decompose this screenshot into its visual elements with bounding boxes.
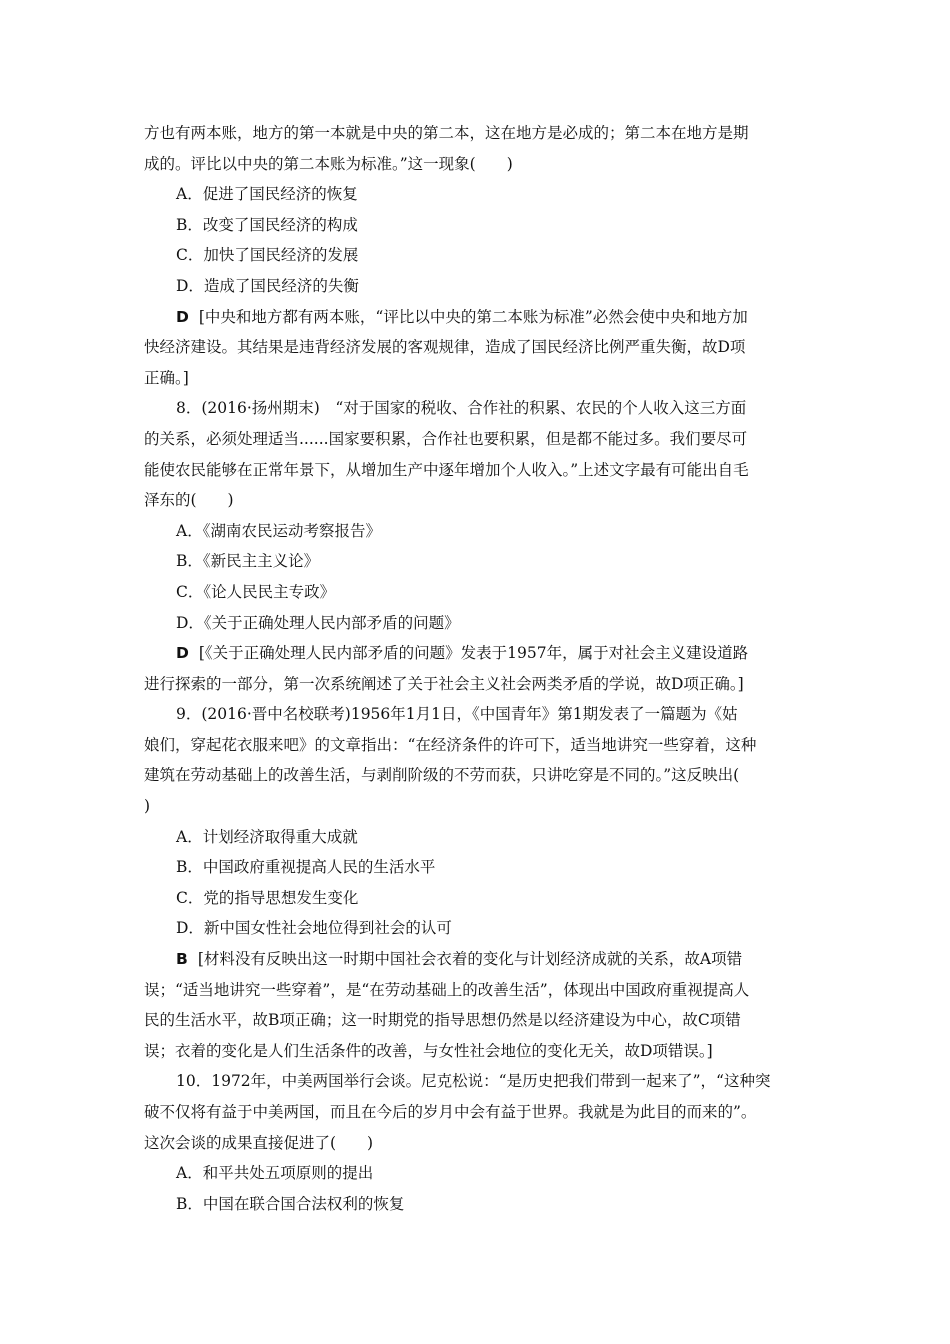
question-8-stem-line: 泽东的( ) bbox=[144, 491, 234, 510]
question-8-stem-line: 8．(2016·扬州期末) “对于国家的税收、合作社的积累、农民的个人收入这三方面 bbox=[176, 399, 747, 418]
question-9-stem-line: 建筑在劳动基础上的改善生活，与剥削阶级的不劳而获，只讲吃穿是不同的。”这反映出( bbox=[144, 766, 740, 785]
question-9-option-b: B．中国政府重视提高人民的生活水平 bbox=[176, 858, 436, 877]
question-7-stem-line: 方也有两本账，地方的第一本就是中央的第二本，这在地方是必成的；第二本在地方是期 bbox=[144, 124, 749, 142]
question-9-answer-line: 误；衣着的变化是人们生活条件的改善，与女性社会地位的变化无关，故D项错误。] bbox=[144, 1041, 713, 1060]
question-10-option-b: B．中国在联合国合法权利的恢复 bbox=[176, 1194, 405, 1213]
question-7-option-b: B．改变了国民经济的构成 bbox=[176, 215, 358, 234]
answer-letter: D bbox=[176, 644, 189, 663]
question-7-option-c: C．加快了国民经济的发展 bbox=[176, 246, 359, 265]
question-8-answer-line: 进行探索的一部分，第一次系统阐述了关于社会主义社会两类矛盾的学说，故D项正确。] bbox=[144, 674, 744, 693]
question-8-answer bbox=[144, 638, 808, 669]
question-9-option-a: A．计划经济取得重大成就 bbox=[176, 827, 358, 846]
question-10-option-a: A．和平共处五项原则的提出 bbox=[176, 1164, 374, 1183]
question-9-option-d: D．新中国女性社会地位得到社会的认可 bbox=[176, 919, 452, 938]
question-7 bbox=[144, 118, 808, 393]
question-10 bbox=[144, 1066, 808, 1219]
answer-text: [材料没有反映出这一时期中国社会衣着的变化与计划经济成就的关系，故A项错 bbox=[197, 950, 743, 969]
answer-letter: B bbox=[176, 950, 188, 969]
question-10-stem-line: 10．1972年，中美两国举行会谈。尼克松说：“是历史把我们带到一起来了”，“这种突 bbox=[176, 1072, 771, 1091]
answer-text: [中央和地方都有两本账，“评比以中央的第二本账为标准”必然会使中央和地方加 bbox=[198, 307, 748, 326]
question-7-answer-line: 正确。] bbox=[144, 368, 189, 387]
question-8-option-a: A．《湖南农民运动考察报告》 bbox=[176, 521, 381, 540]
question-8-option-d: D．《关于正确处理人民内部矛盾的问题》 bbox=[176, 613, 460, 632]
question-9-stem-line: ) bbox=[144, 797, 151, 816]
answer-letter: D bbox=[176, 307, 189, 326]
question-9-option-c: C．党的指导思想发生变化 bbox=[176, 888, 359, 907]
question-10-stem-line: 破不仅将有益于中美两国，而且在今后的岁月中会有益于世界。我就是为此目的而来的”。 bbox=[144, 1103, 757, 1121]
question-8-option-b: B．《新民主主义论》 bbox=[176, 552, 320, 571]
question-9 bbox=[144, 699, 808, 1066]
question-9-stem-line: 9．(2016·晋中名校联考)1956年1月1日，《中国青年》第1期发表了一篇题为《姑 bbox=[176, 705, 738, 724]
question-7-stem-line: 成的。评比以中央的第二本账为标准。”这一现象( ) bbox=[144, 154, 513, 173]
answer-text: [《关于正确处理人民内部矛盾的问题》发表于1957年，属于对社会主义建设道路 bbox=[198, 644, 749, 663]
question-10-stem-line: 这次会谈的成果直接促进了( ) bbox=[144, 1133, 374, 1152]
document-page bbox=[144, 118, 808, 1219]
question-9-answer-line: 误；“适当地讲究一些穿着”，是“在劳动基础上的改善生活”，体现出中国政府重视提高人 bbox=[144, 980, 750, 999]
question-8-option-c: C．《论人民民主专政》 bbox=[176, 582, 336, 601]
question-7-answer bbox=[144, 302, 808, 333]
question-8-stem-line: 的关系，必须处理适当......国家要积累，合作社也要积累，但是都不能过多。我们要尽可 bbox=[144, 429, 748, 448]
question-9-answer-line: 民的生活水平，故B项正确；这一时期党的指导思想仍然是以经济建设为中心，故C项错 bbox=[144, 1011, 741, 1030]
question-7-answer-line: 快经济建设。其结果是违背经济发展的客观规律，造成了国民经济比例严重失衡，故D项 bbox=[144, 338, 746, 357]
question-8 bbox=[144, 393, 808, 699]
question-9-answer bbox=[144, 944, 808, 975]
question-8-stem-line: 能使农民能够在正常年景下，从增加生产中逐年增加个人收入。”上述文字最有可能出自毛 bbox=[144, 460, 749, 479]
question-7-option-a: A．促进了国民经济的恢复 bbox=[176, 185, 358, 204]
question-7-option-d: D．造成了国民经济的失衡 bbox=[176, 276, 359, 295]
question-9-stem-line: 娘们，穿起花衣服来吧》的文章指出：“在经济条件的许可下，适当地讲究一些穿着，这种 bbox=[144, 735, 757, 754]
